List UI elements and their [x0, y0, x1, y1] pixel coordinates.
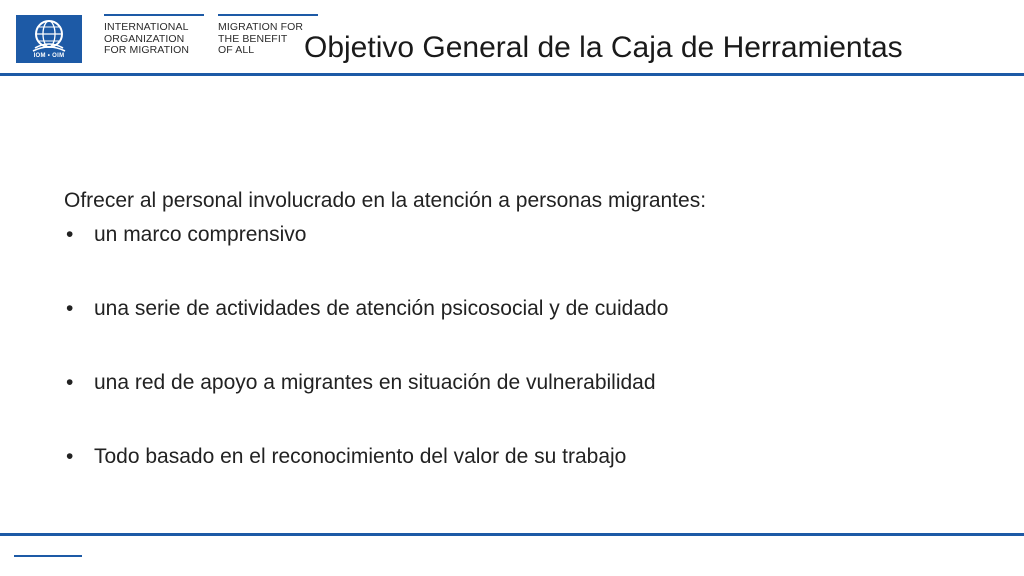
- tagline-line: THE BENEFIT: [218, 32, 288, 45]
- header-divider: [0, 73, 1024, 76]
- bullet-icon: •: [66, 445, 74, 468]
- slide-title: Objetivo General de la Caja de Herramientas: [304, 31, 903, 64]
- org-name-line: INTERNATIONAL: [104, 21, 189, 33]
- org-tagline: [218, 14, 318, 70]
- bullet-item: [64, 442, 964, 472]
- slide-body: [64, 186, 964, 472]
- iom-logo: [16, 15, 82, 63]
- bullet-list: [64, 220, 964, 472]
- logo-caption: IOM • OIM: [33, 53, 65, 59]
- bullet-item: [64, 368, 964, 398]
- footer-divider: [0, 533, 1024, 536]
- org-name: [104, 14, 204, 70]
- bullet-icon: •: [66, 371, 74, 394]
- org-name-line: FOR MIGRATION: [104, 44, 190, 56]
- bullet-text: una serie de actividades de atención psicosocial y de cuidado: [94, 297, 669, 320]
- org-name-line: ORGANIZATION: [104, 32, 185, 45]
- bullet-icon: •: [66, 297, 74, 320]
- intro-text: Ofrecer al personal involucrado en la atención a personas migrantes:: [64, 189, 707, 212]
- iom-globe-family-icon: [31, 18, 67, 52]
- bullet-text: una red de apoyo a migrantes en situación de vulnerabilidad: [94, 371, 656, 394]
- bullet-text: Todo basado en el reconocimiento del valor de su trabajo: [94, 445, 627, 468]
- tagline-line: MIGRATION FOR: [218, 21, 304, 33]
- bullet-item: [64, 220, 964, 250]
- bullet-icon: •: [66, 223, 74, 246]
- tagline-line: OF ALL: [218, 44, 255, 56]
- footer-accent-line: [14, 555, 82, 557]
- bullet-item: [64, 294, 964, 324]
- bullet-text: un marco comprensivo: [94, 223, 307, 246]
